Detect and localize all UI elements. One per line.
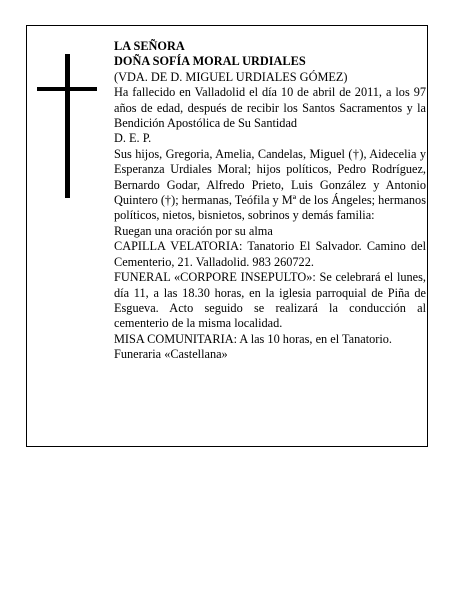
cross-vertical-bar xyxy=(65,54,70,198)
obituary-notice xyxy=(26,25,428,447)
deceased-name: DOÑA SOFÍA MORAL URDIALES xyxy=(114,54,306,69)
rip-line: D. E. P. xyxy=(114,131,152,146)
latin-cross-icon xyxy=(37,54,97,198)
family-list: Sus hijos, Gregoria, Amelia, Candelas, Miguel (†), Aidecelia y Esperanza Urdiales Moral; hijos políticos, Pedro Rodríguez, Bernardo Godar, Alfredo Prieto, Luis González y Antonio Quintero (†); hermanas, Teófila y Mª de los Ángeles; hermanos políticos, nietos, bisnietos, sobrinos y demás familia: xyxy=(114,146,426,223)
wake-info: CAPILLA VELATORIA: Tanatorio El Salvador. Camino del Cementerio, 21. Valladolid. 983 260722. xyxy=(114,239,426,269)
mass-info: MISA COMUNITARIA: A las 10 horas, en el Tanatorio. xyxy=(114,331,392,346)
heading-title: LA SEÑORA xyxy=(114,39,185,53)
funeral-info: FUNERAL «CORPORE INSEPULTO»: Se celebrará el lunes, día 11, a las 18.30 horas, en la iglesia parroquial de Piña de Esgueva. Acto seguido se realizará la conducción al cementerio de la misma localidad. xyxy=(114,270,426,331)
prayer-request: Ruegan una oración por su alma xyxy=(114,223,273,238)
notice-text xyxy=(114,39,426,363)
cross-horizontal-bar xyxy=(37,87,97,91)
death-announcement: Ha fallecido en Valladolid el día 10 de abril de 2011, a los 97 años de edad, después de recibir los Santos Sacramentos y la Bendición Apostólica de Su Santidad xyxy=(114,85,426,131)
widow-line: (VDA. DE D. MIGUEL URDIALES GÓMEZ) xyxy=(114,69,348,84)
funeral-home: Funeraria «Castellana» xyxy=(114,347,228,362)
